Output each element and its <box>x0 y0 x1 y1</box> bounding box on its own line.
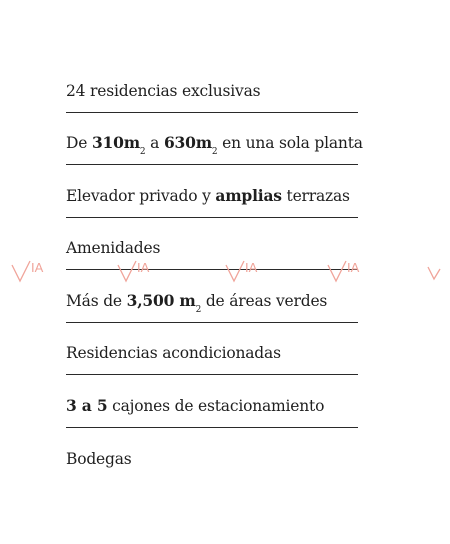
feature-area-max: 630m <box>163 133 212 152</box>
feature-area-post: en una sola planta <box>217 134 363 152</box>
watermark-label-3: IA <box>245 260 258 275</box>
feature-parking <box>66 375 358 428</box>
feature-area-mid: a <box>145 134 164 152</box>
feature-green-post: de áreas verdes <box>201 291 328 310</box>
feature-residences-text: residencias exclusivas <box>85 81 261 100</box>
feature-green-pre: Más de <box>66 291 127 310</box>
watermark-label-2: IA <box>137 260 150 275</box>
feature-amenities-text: Amenidades <box>66 239 161 257</box>
feature-elevator-post: terrazas <box>281 186 350 205</box>
feature-residences-number: 24 <box>66 81 86 100</box>
feature-green-areas: Más de 3,500 m 2 de áreas verdes <box>66 270 358 323</box>
features-list <box>66 60 363 480</box>
feature-conditioned <box>66 323 358 376</box>
feature-elevator-pre: Elevador privado y <box>66 186 216 205</box>
feature-parking-post: cajones de estacionamiento <box>107 396 325 415</box>
feature-conditioned-text: Residencias acondicionadas <box>66 344 281 362</box>
feature-area-min: 310m <box>91 133 140 152</box>
feature-area-range: De 310m 2 a 630m 2 en una sola planta <box>66 113 358 166</box>
feature-elevator <box>66 165 358 218</box>
feature-residences <box>66 60 358 113</box>
watermark-logo-1 <box>12 260 44 281</box>
watermark-label-4: IA <box>347 260 360 275</box>
watermark-label-1: IA <box>31 260 44 275</box>
feature-storage <box>66 428 358 481</box>
feature-elevator-bold: amplias <box>215 185 282 205</box>
feature-area-pre: De <box>66 134 92 152</box>
feature-parking-bold: 3 a 5 <box>66 395 108 415</box>
watermark-logo-5 <box>428 267 440 279</box>
feature-amenities <box>66 218 358 271</box>
feature-storage-text: Bodegas <box>66 450 132 468</box>
feature-green-bold: 3,500 m <box>126 290 196 310</box>
